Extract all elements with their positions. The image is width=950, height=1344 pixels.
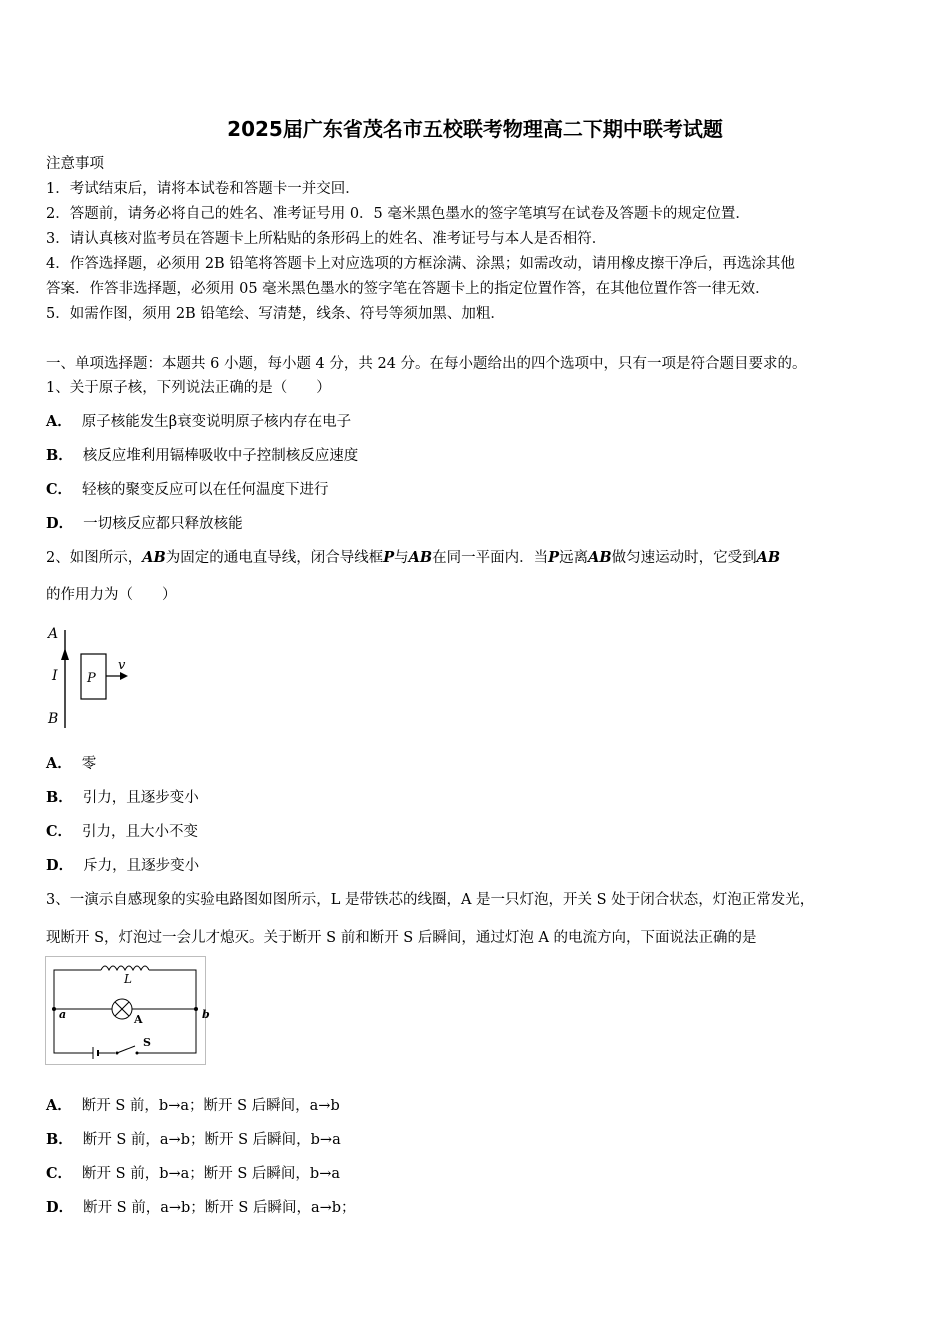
q1-option-d: D． 一切核反应都只释放核能 — [46, 515, 243, 532]
q3-circuit-figure — [45, 956, 210, 1065]
notice-item: 2．答题前，请务必将自己的姓名、准考证号用 0．5 毫米黑色墨水的签字笔填写在试卷及答题卡的规定位置． — [46, 206, 750, 222]
q3-option-c: C． 断开 S 前，b→a；断开 S 后瞬间，b→a — [46, 1165, 341, 1182]
fig-label-a: A — [48, 626, 59, 642]
notice-item: 3．请认真核对监考员在答题卡上所粘贴的条形码上的姓名、准考证号与本人是否相符． — [46, 231, 607, 247]
question-3-stem: 3、一演示自感现象的实验电路图如图所示，L 是带铁芯的线圈，A 是一只灯泡，开关 S 处于闭合状态，灯泡正常发光， — [46, 892, 815, 908]
question-2-stem: 2、如图所示，AB为固定的通电直导线，闭合导线框P与AB在同一平面内．当P远离AB做匀速运动时，它受到AB — [46, 549, 781, 566]
q2-option-c: C． 引力，且大小不变 — [46, 823, 199, 840]
q1-option-a: A． 原子核能发生β衰变说明原子核内存在电子 — [46, 413, 352, 430]
notice-item: 1．考试结束后，请将本试卷和答题卡一并交回． — [46, 181, 360, 197]
question-3-stem-cont: 现断开 S，灯泡过一会儿才熄灭。关于断开 S 前和断开 S 后瞬间，通过灯泡 A 的电流方向，下面说法正确的是 — [46, 930, 757, 946]
coil-l — [101, 966, 149, 970]
q1-option-c: C． 轻核的聚变反应可以在任何温度下进行 — [46, 481, 329, 498]
fig-label-p: P — [87, 671, 96, 686]
question-2-stem-cont: 的作用力为（ ） — [46, 587, 177, 603]
q3-option-a: A． 断开 S 前，b→a；断开 S 后瞬间，a→b — [46, 1097, 340, 1114]
notice-item: 4．作答选择题，必须用 2B 铅笔将答题卡上对应选项的方框涂满、涂黑；如需改动，请用橡皮擦干净后，再选涂其他 — [46, 256, 795, 272]
fig-label-v: v — [118, 658, 126, 673]
current-arrow — [61, 648, 69, 660]
q3-option-b: B． 断开 S 前，a→b；断开 S 后瞬间，b→a — [46, 1131, 341, 1148]
fig-label-a-node: a — [59, 1008, 67, 1021]
switch-s — [117, 1046, 135, 1053]
fig-label-s: S — [143, 1036, 151, 1049]
fig-label-l: L — [124, 972, 132, 986]
q1-option-b: B． 核反应堆利用镉棒吸收中子控制核反应速度 — [46, 447, 359, 464]
notice-item: 5．如需作图，须用 2B 铅笔绘、写清楚，线条、符号等须加黑、加粗． — [46, 306, 505, 322]
page-title: 2025届广东省茂名市五校联考物理高二下期中联考试题 — [227, 117, 723, 141]
wire-top-right — [149, 970, 196, 1009]
q2-option-b: B． 引力，且逐步变小 — [46, 789, 199, 806]
section-heading: 一、单项选择题：本题共 6 小题，每小题 4 分，共 24 分。在每小题给出的四个选项中，只有一项是符合题目要求的。 — [46, 356, 807, 372]
notice-item: 答案．作答非选择题，必须用 05 毫米黑色墨水的签字笔在答题卡上的指定位置作答，在其他位置作答一律无效． — [46, 281, 770, 297]
fig-label-b-node: b — [202, 1008, 210, 1021]
notice-heading: 注意事项 — [46, 156, 104, 172]
fig-label-i: I — [52, 668, 58, 684]
fig-label-b: B — [48, 711, 59, 727]
fig-label-lamp: A — [134, 1013, 143, 1026]
q2-figure — [44, 620, 144, 732]
wire-top-left — [54, 970, 101, 1009]
q2-option-a: A． 零 — [46, 755, 97, 772]
q3-option-d: D． 断开 S 前，a→b；断开 S 后瞬间，a→b； — [46, 1199, 356, 1216]
q2-option-d: D． 斥力，且逐步变小 — [46, 857, 200, 874]
question-1-stem: 1、关于原子核，下列说法正确的是（ ） — [46, 380, 331, 396]
velocity-arrow — [120, 672, 128, 680]
